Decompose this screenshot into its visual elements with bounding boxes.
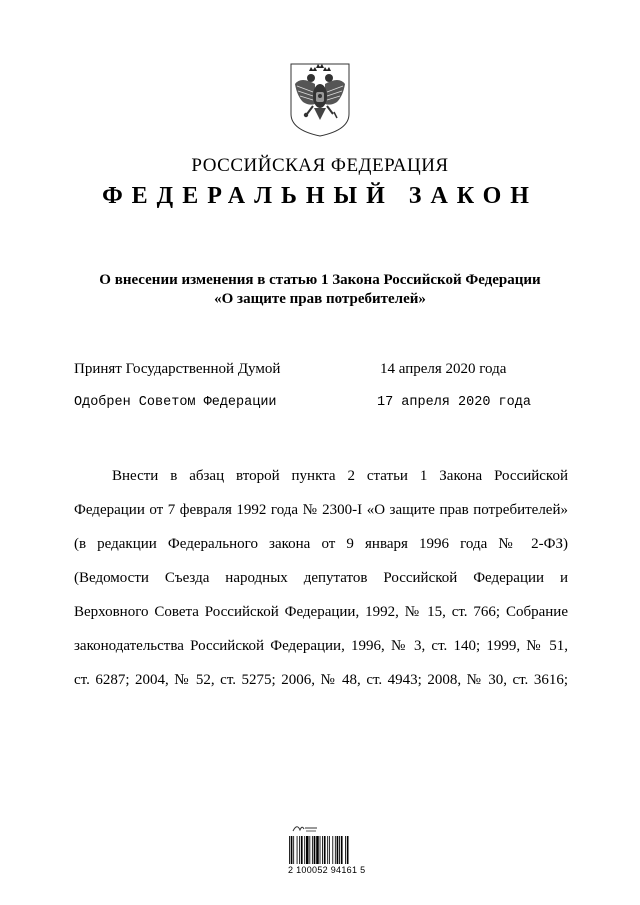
barcode-number: 2 100052 94161 5 <box>288 865 366 875</box>
body-line: Внести в абзац второй пункта 2 статьи 1 Закона Российской <box>112 468 568 484</box>
barcode-block <box>288 822 372 878</box>
law-title-line-2: «О защите прав потребителей» <box>214 291 426 307</box>
barcode-icon <box>288 836 372 864</box>
law-title <box>60 271 580 309</box>
body-line: ст. 6287; 2004, № 52, ст. 5275; 2006, № 48, ст. 4943; 2008, № 30, ст. 3616; <box>74 672 568 688</box>
council-approval-label: Одобрен Советом Федерации <box>74 395 277 410</box>
body-line: (Ведомости Съезда народных депутатов Российской Федерации и <box>74 570 568 586</box>
body-line: Верховного Совета Российской Федерации, 1992, № 15, ст. 766; Собрание <box>74 604 568 620</box>
handwritten-mark-icon <box>292 822 318 834</box>
law-body <box>74 459 568 697</box>
council-approval-date: 17 апреля 2020 года <box>377 395 531 410</box>
law-title-line-1: О внесении изменения в статью 1 Закона Российской Федерации <box>99 272 541 288</box>
country-name: РОССИЙСКАЯ ФЕДЕРАЦИЯ <box>191 155 449 176</box>
duma-adoption-label: Принят Государственной Думой <box>74 361 281 377</box>
russian-coat-of-arms-icon <box>289 62 351 138</box>
document-type: ФЕДЕРАЛЬНЫЙ ЗАКОН <box>102 183 538 209</box>
body-line: (в редакции Федерального закона от 9 января 1996 года № 2-ФЗ) <box>74 536 568 552</box>
body-line: Федерации от 7 февраля 1992 года № 2300-I «О защите прав потребителей» <box>74 502 568 518</box>
body-line: законодательства Российской Федерации, 1996, № 3, ст. 140; 1999, № 51, <box>74 638 568 654</box>
duma-adoption-date: 14 апреля 2020 года <box>380 361 507 377</box>
